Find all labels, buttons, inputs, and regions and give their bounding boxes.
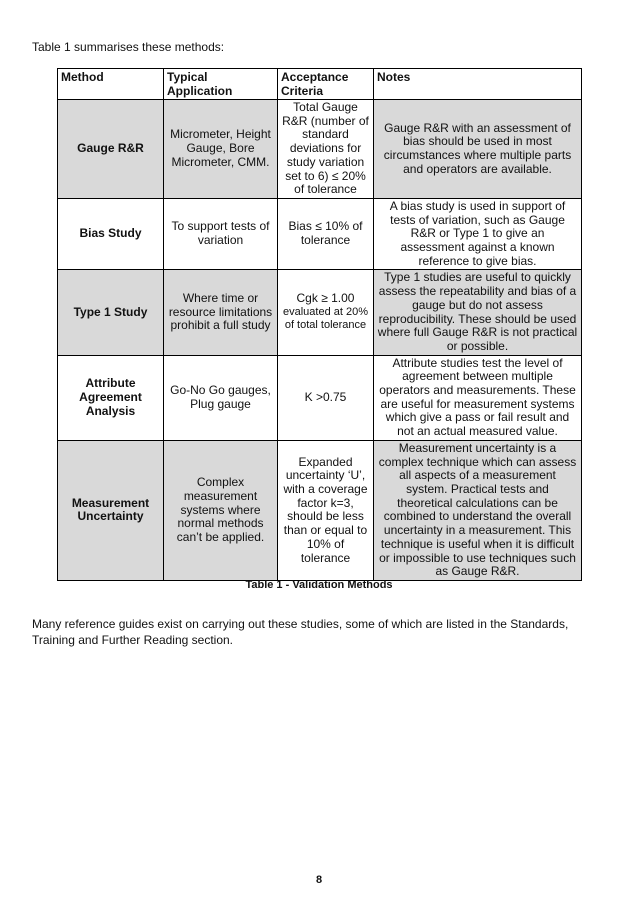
method-cell: Bias Study (58, 198, 164, 270)
body-paragraph: Many reference guides exist on carrying out these studies, some of which are listed in the Standards, Training and Further Reading section. (32, 617, 569, 647)
header-criteria: Acceptance Criteria (278, 69, 374, 100)
criteria-cell: Bias ≤ 10% of tolerance (278, 198, 374, 270)
method-cell: Type 1 Study (58, 270, 164, 355)
criteria-note: evaluated at 20% of total tolerance (282, 305, 368, 332)
header-application: Typical Application (164, 69, 278, 100)
table-row (58, 270, 582, 355)
intro-paragraph: Table 1 summarises these methods: (32, 40, 225, 54)
criteria-cell: K >0.75 (278, 355, 374, 440)
application-cell: Micrometer, Height Gauge, Bore Micrometer, CMM. (164, 100, 278, 199)
criteria-main: Cgk ≥ 1.00 (296, 290, 355, 305)
notes-cell: Type 1 studies are useful to quickly assess the repeatability and bias of a gauge but do not assess reproducibility. These should be used where full Gauge R&R is not practical or possible. (374, 270, 582, 355)
criteria-cell: Expanded uncertainty ‘U’, with a coverage factor k=3, should be less than or equal to 10% of tolerance (278, 440, 374, 580)
table-header-row (58, 69, 582, 100)
application-cell: Go-No Go gauges, Plug gauge (164, 355, 278, 440)
notes-cell: Attribute studies test the level of agreement between multiple operators and measurements. These are useful for measurement systems which give a pass or fail result and not an actual measured value. (374, 355, 582, 440)
table-caption: Table 1 - Validation Methods (245, 579, 393, 591)
table-row (58, 440, 582, 580)
page-number: 8 (315, 874, 323, 886)
validation-methods-table (57, 68, 582, 581)
table-row (58, 100, 582, 199)
application-cell: Complex measurement systems where normal methods can’t be applied. (164, 440, 278, 580)
method-cell: Attribute Agreement Analysis (58, 355, 164, 440)
criteria-cell (278, 270, 374, 355)
header-notes: Notes (374, 69, 582, 100)
method-cell: Gauge R&R (58, 100, 164, 199)
application-cell: Where time or resource limitations prohibit a full study (164, 270, 278, 355)
header-method: Method (58, 69, 164, 100)
notes-cell: A bias study is used in support of tests of variation, such as Gauge R&R or Type 1 to give an assessment against a known reference to give bias. (374, 198, 582, 270)
criteria-cell: Total Gauge R&R (number of standard deviations for study variation set to 6) ≤ 20% of tolerance (278, 100, 374, 199)
table-row (58, 355, 582, 440)
notes-cell: Measurement uncertainty is a complex technique which can assess all aspects of a measurement system. Practical tests and theoretical calculations can be combined to understand the overall uncertainty in a measurement. This technique is useful when it is difficult or impossible to use techniques such as Gauge R&R. (374, 440, 582, 580)
application-cell: To support tests of variation (164, 198, 278, 270)
table-row (58, 198, 582, 270)
method-cell: Measurement Uncertainty (58, 440, 164, 580)
notes-cell: Gauge R&R with an assessment of bias should be used in most circumstances where multiple parts and operators are available. (374, 100, 582, 199)
